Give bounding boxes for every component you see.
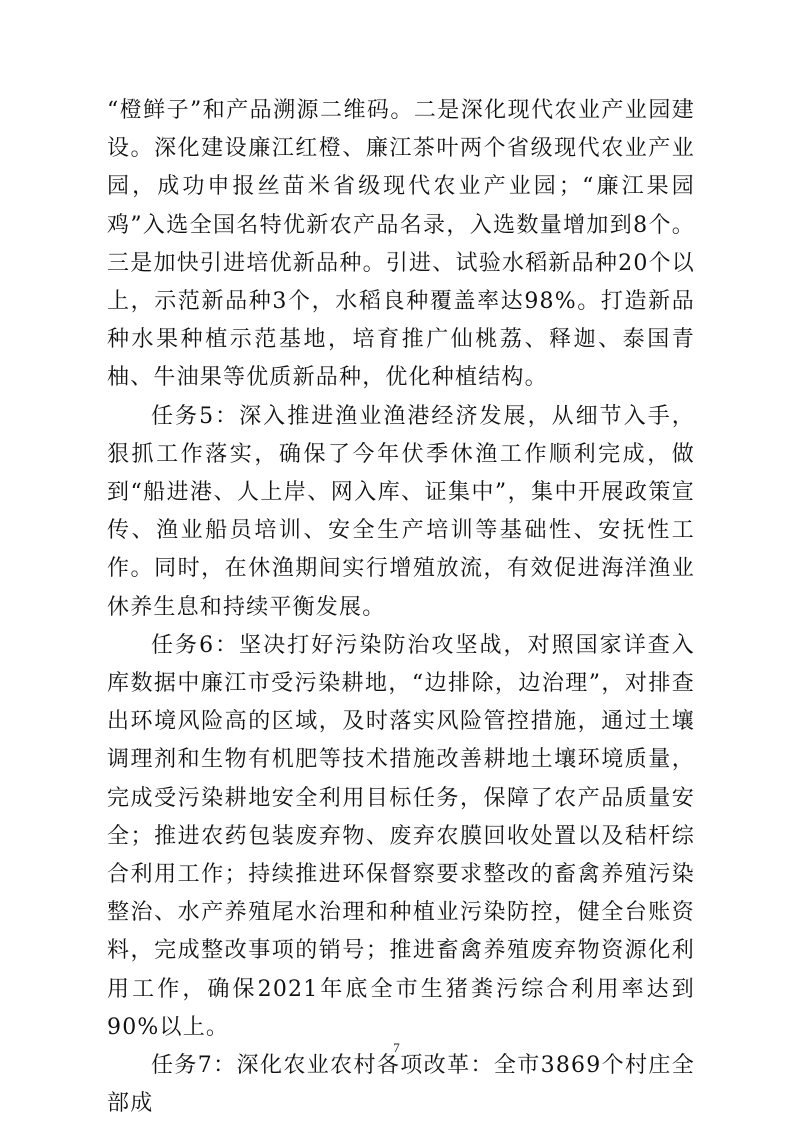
paragraph-task-7-reform: 任务7：深化农业农村各项改革：全市3869个村庄全部成 (107, 1053, 695, 1117)
page-number: 7 (393, 1040, 400, 1055)
paragraph-task-5-fishery: 任务5：深入推进渔业渔港经济发展，从细节入手，狠抓工作落实，确保了今年伏季休渔工作顺利完成，做到“船进港、人上岸、网入库、证集中”，集中开展政策宣传、渔业船员培训、安全生产培训等基础性、安抚性工作。同时，在休渔期间实行增殖放流，有效促进海洋渔业休养生息和持续平衡发展。 (107, 403, 695, 620)
paragraph-agri-industrial-parks: “橙鲜子”和产品溯源二维码。二是深化现代农业产业园建设。深化建设廉江红橙、廉江茶叶两个省级现代农业产业园，成功申报丝苗米省级现代农业产业园；“廉江果园鸡”入选全国名特优新农产品名录，入选数量增加到8个。三是加快引进培优新品种。引进、试验水稻新品种20个以上，示范新品种3个，水稻良种覆盖率达98%。打造新品种水果种植示范基地，培育推广仙桃荔、释迦、泰国青柚、牛油果等优质新品种，优化种植结构。 (107, 98, 695, 391)
document-body (107, 92, 695, 1123)
paragraph-task-6-pollution-control: 任务6：坚决打好污染防治攻坚战，对照国家详查入库数据中廉江市受污染耕地，“边排除，边治理”，对排查出环境风险高的区域，及时落实风险管控措施，通过土壤调理剂和生物有机肥等技术措施改善耕地土壤环境质量，完成受污染耕地安全利用目标任务，保障了农产品质量安全；推进农药包装废弃物、废弃农膜回收处置以及秸杆综合利用工作；持续推进环保督察要求整改的畜禽养殖污染整治、水产养殖尾水治理和种植业污染防控，健全台账资料，完成整改事项的销号；推进畜禽养殖废弃物资源化利用工作，确保2021年底全市生猪粪污综合利用率达到90%以上。 (107, 632, 695, 1040)
